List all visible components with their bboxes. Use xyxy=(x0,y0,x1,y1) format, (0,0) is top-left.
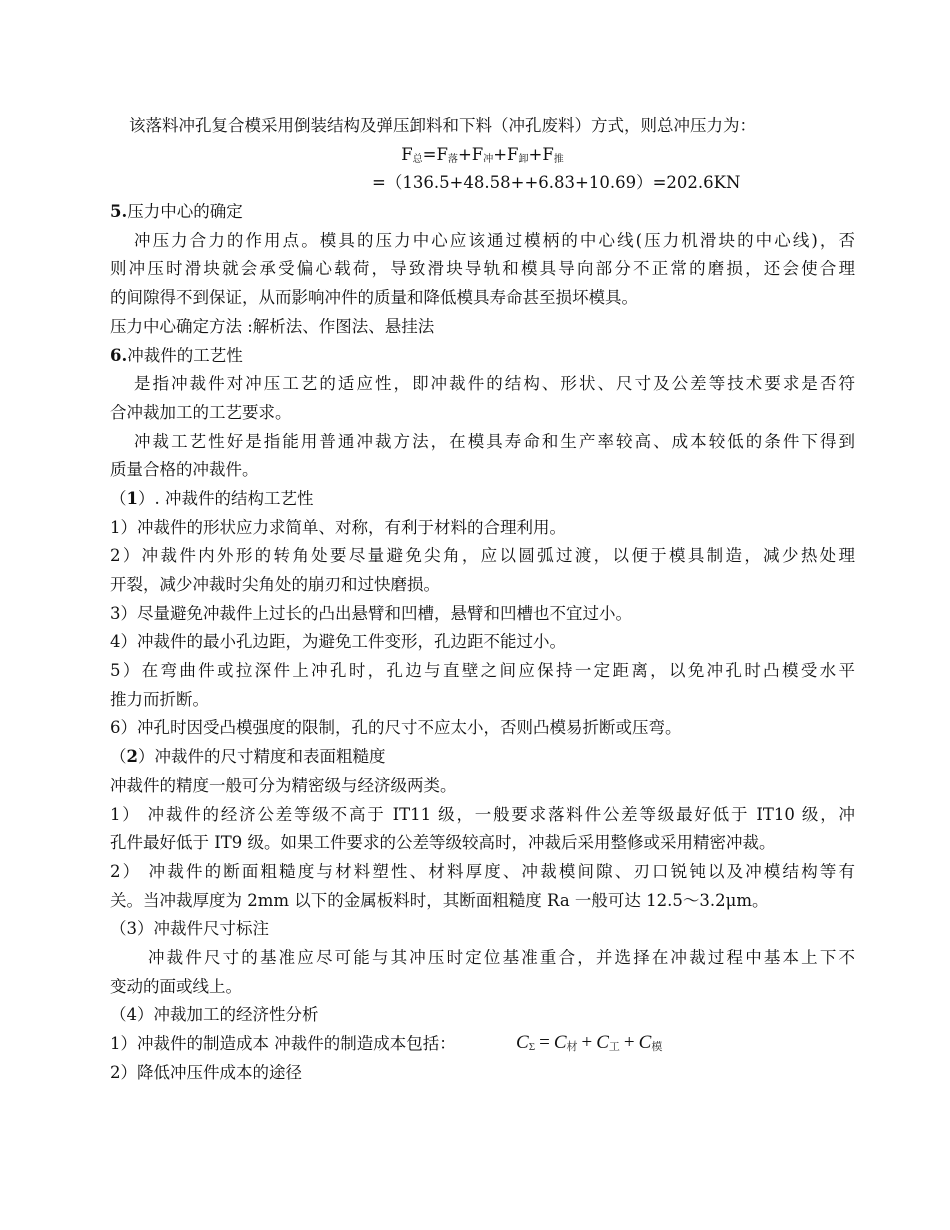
subsection-3-line-2: 变动的面或线上。 xyxy=(110,976,242,996)
list-item-continuation: 关。当冲裁厚度为 2mm 以下的金属板料时，其断面粗糙度 Ra 一般可达 12.5～3.2μm。 xyxy=(110,890,769,910)
document-page xyxy=(110,112,855,1087)
sec5-paragraph-line-3: 的间隙得不到保证，从而影响冲件的质量和降低模具寿命甚至损坏模具。 xyxy=(110,288,638,308)
list-item-continuation: 孔件最好低于 IT9 级。如果工件要求的公差等级较高时，冲裁后采用整修或采用精密冲裁。 xyxy=(110,833,776,853)
list-item-continuation: 推力而折断。 xyxy=(110,689,209,709)
sec5-paragraph-line-1: 冲压力合力的作用点。模具的压力中心应该通过模柄的中心线(压力机滑块的中心线)，否 xyxy=(134,230,855,250)
list-item: 1） 冲裁件的经济公差等级不高于 IT11 级，一般要求落料件公差等级最好低于 IT10 级，冲 xyxy=(110,804,855,824)
list-item: 2）冲裁件内外形的转角处要尽量避免尖角，应以圆弧过渡，以便于模具制造，减少热处理 xyxy=(110,546,855,566)
sec6-p2-line-2: 质量合格的冲裁件。 xyxy=(110,460,259,480)
subsection-3-line-1: 冲裁件尺寸的基准应尽可能与其冲压时定位基准重合，并选择在冲裁过程中基本上下不 xyxy=(148,947,855,967)
list-item: 4）冲裁件的最小孔边距，为避免工件变形，孔边距不能过小。 xyxy=(110,632,566,652)
subsection-3-heading: （3）冲裁件尺寸标注 xyxy=(110,919,269,939)
total-force-formula: $F_总=F_落+F_冲+F_卸+F_推$ xyxy=(401,144,564,165)
section-6-heading: 6.冲裁件的工艺性 xyxy=(110,345,243,365)
sec5-paragraph-line-2: 则冲压时滑块就会承受偏心载荷，导致滑块导轨和模具导向部分不正常的磨损，还会使合理 xyxy=(110,259,855,279)
section-5-heading: 5.压力中心的确定 xyxy=(110,202,243,222)
subsection-1-heading: （1）. 冲裁件的结构工艺性 xyxy=(110,488,314,508)
subsection-2-intro: 冲裁件的精度一般可分为精密级与经济级两类。 xyxy=(110,775,457,795)
sec5-methods: 压力中心确定方法 :解析法、作图法、悬挂法 xyxy=(110,316,435,336)
list-item: 1）冲裁件的制造成本 冲裁件的制造成本包括： xyxy=(110,1034,456,1053)
sec6-p2-line-1: 冲裁工艺性好是指能用普通冲裁方法，在模具寿命和生产率较高、成本较低的条件下得到 xyxy=(134,431,855,451)
sec6-p1-line-2: 合冲裁加工的工艺要求。 xyxy=(110,402,292,422)
intro-line: 该落料冲孔复合模采用倒装结构及弹压卸料和下料（冲孔废料）方式，则总冲压力为： xyxy=(129,116,756,135)
sec6-p1-line-1: 是指冲裁件对冲压工艺的适应性，即冲裁件的结构、形状、尺寸及公差等技术要求是否符 xyxy=(134,374,855,394)
subsection-4-heading: （4）冲裁加工的经济性分析 xyxy=(110,1005,319,1025)
subsection-2-heading: （2）冲裁件的尺寸精度和表面粗糙度 xyxy=(110,747,386,767)
list-item: 2） 冲裁件的断面粗糙度与材料塑性、材料厚度、冲裁模间隙、刃口锐钝以及冲模结构等有 xyxy=(110,861,855,881)
list-item-continuation: 开裂，减少冲裁时尖角处的崩刃和过快磨损。 xyxy=(110,575,440,594)
cost-formula: $C_\Sigma = C_材 + C_工 + C_模$ xyxy=(516,1032,663,1053)
total-force-result: =（136.5+48.58++6.83+10.69）=202.6KN xyxy=(372,173,741,193)
list-item: 6）冲孔时因受凸模强度的限制，孔的尺寸不应太小，否则凸模易折断或压弯。 xyxy=(110,718,682,738)
list-item: 3）尽量避免冲裁件上过长的凸出悬臂和凹槽，悬臂和凹槽也不宜过小。 xyxy=(110,603,632,623)
list-item: 1）冲裁件的形状应力求简单、对称，有利于材料的合理利用。 xyxy=(110,517,566,537)
list-item: 5）在弯曲件或拉深件上冲孔时，孔边与直壁之间应保持一定距离，以免冲孔时凸模受水平 xyxy=(110,661,855,681)
list-item: 2）降低冲压件成本的途径 xyxy=(110,1062,302,1082)
